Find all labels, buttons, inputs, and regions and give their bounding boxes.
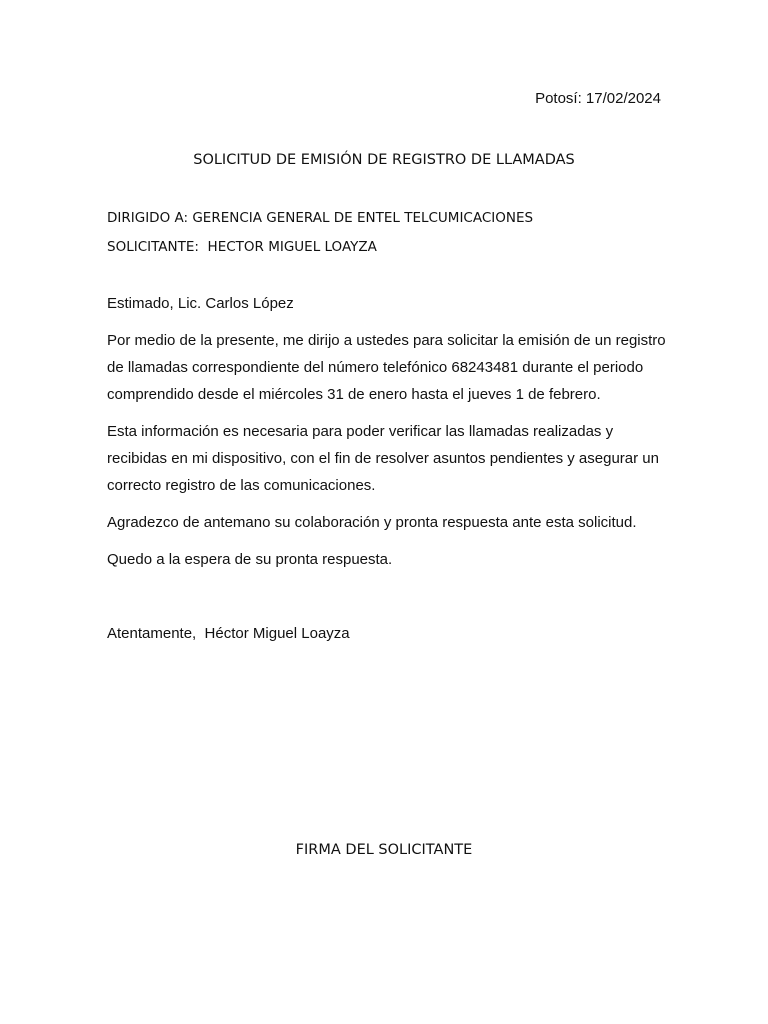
applicant-line: SOLICITANTE: HECTOR MIGUEL LOAYZA [107,239,377,255]
body-paragraph-awaiting: Quedo a la espera de su pronta respuesta. [107,551,393,568]
body-paragraph-request: Por medio de la presente, me dirijo a ustedes para solicitar la emisión de un registro de llamadas correspondiente del número telefónico 68243481 durante el periodo comprendido desde el miércoles 31 de enero hasta el jueves 1 de febrero. [107,332,666,403]
place-date: Potosí: 17/02/2024 [535,90,661,107]
signature-label: FIRMA DEL SOLICITANTE [295,842,473,858]
document-title: SOLICITUD DE EMISIÓN DE REGISTRO DE LLAMADAS [193,152,575,168]
closing-line: Atentamente, Héctor Miguel Loayza [107,625,350,642]
body-paragraph-thanks: Agradezco de antemano su colaboración y pronta respuesta ante esta solicitud. [107,514,637,531]
body-paragraph-reason: Esta información es necesaria para poder verificar las llamadas realizadas y recibidas en mi dispositivo, con el fin de resolver asuntos pendientes y asegurar un correcto registro de las comunicaciones. [107,423,659,494]
greeting: Estimado, Lic. Carlos López [107,295,294,312]
addressee-line: DIRIGIDO A: GERENCIA GENERAL DE ENTEL TELCUMICACIONES [107,210,534,226]
